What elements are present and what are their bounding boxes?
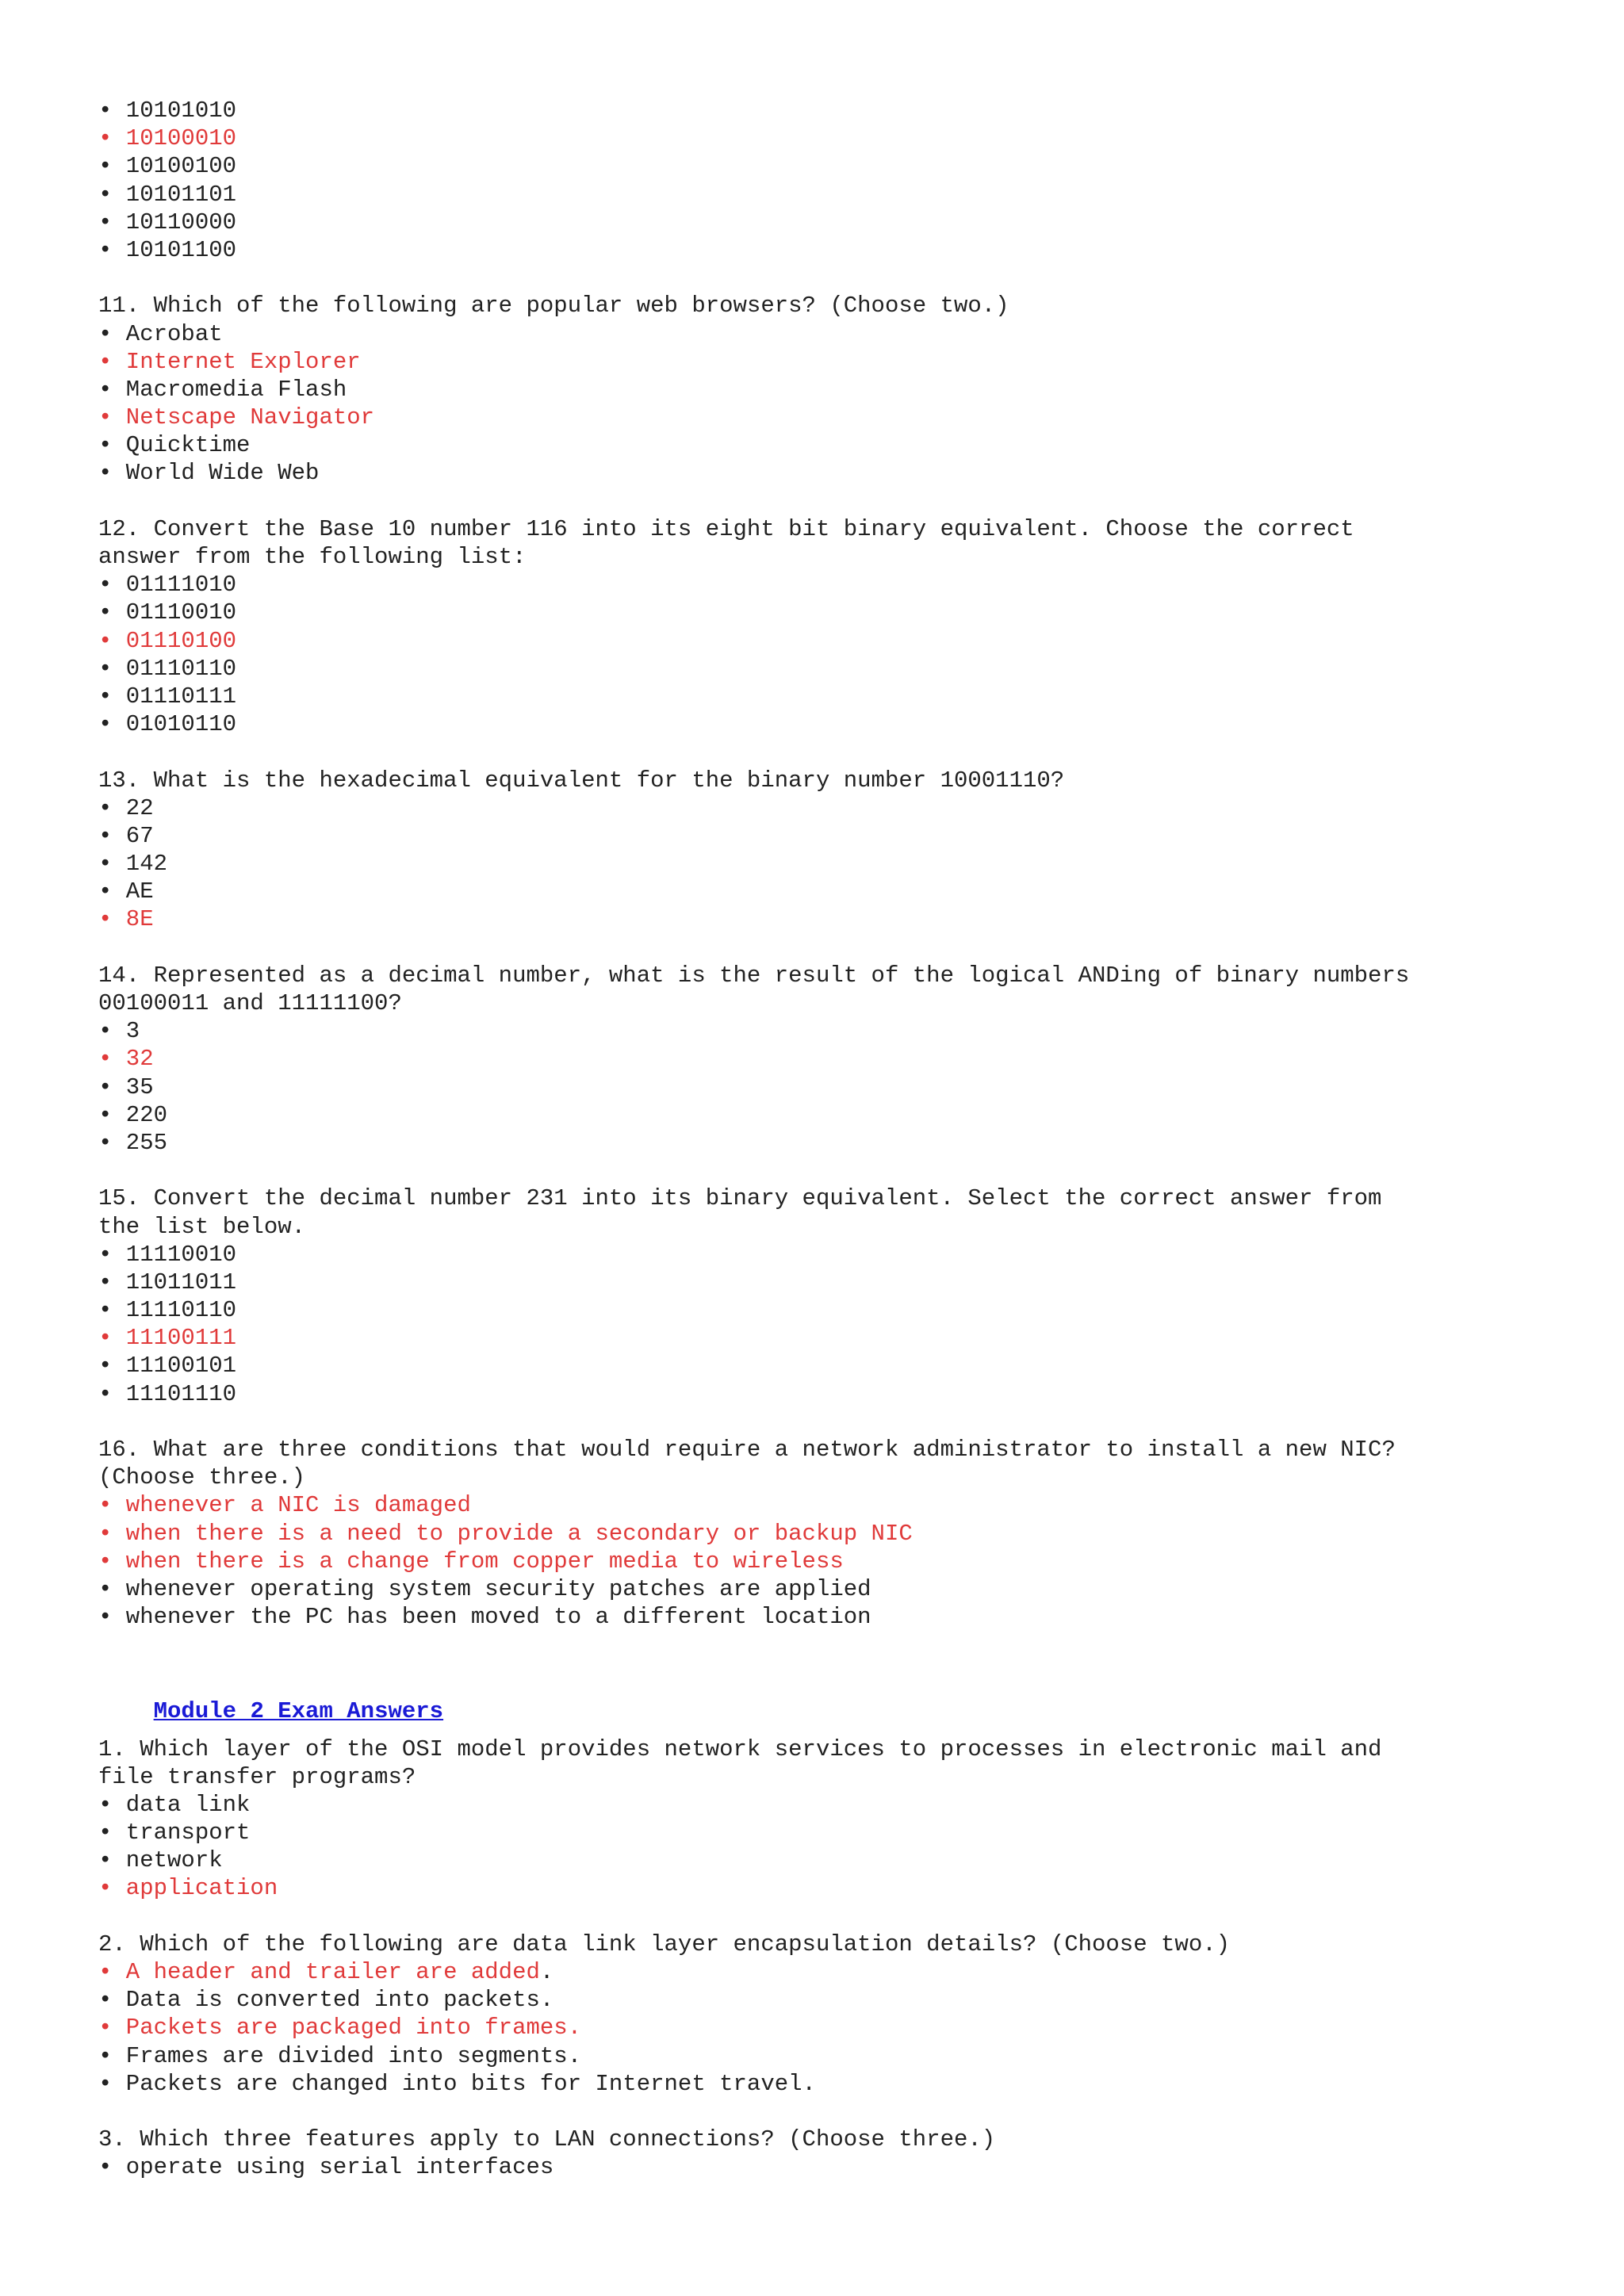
option-text: • 142: [98, 851, 168, 878]
option-text: • World Wide Web: [98, 460, 320, 487]
option-text: • 01110010: [98, 599, 237, 626]
option: [98, 1017, 1573, 1045]
option-text: • Macromedia Flash: [98, 376, 347, 403]
option: [98, 124, 1573, 152]
option: [98, 655, 1573, 683]
option: [98, 1548, 1573, 1575]
question-title: 16. What are three conditions that would require a network administrator to install a new NIC?: [98, 1437, 1396, 1463]
option: [98, 376, 1573, 404]
option-text: • 67: [98, 822, 154, 849]
question-title: 11. Which of the following are popular web browsers? (Choose two.): [98, 293, 1009, 320]
option: [98, 1129, 1573, 1157]
option-text: • Packets are changed into bits for Internet travel.: [98, 2070, 816, 2097]
module2-question-3: [98, 2126, 1573, 2181]
question-title-cont: answer from the following list:: [98, 544, 527, 570]
question-11: [98, 292, 1573, 487]
option: [98, 2014, 1573, 2042]
question-14: [98, 962, 1573, 1157]
option-text: • 01111010: [98, 572, 237, 599]
question-12: [98, 515, 1573, 739]
option-text: • Packets are packaged into frames.: [98, 2015, 582, 2042]
option-text: • Quicktime: [98, 432, 251, 459]
option: [98, 1380, 1573, 1408]
option-text: • 01110111: [98, 683, 237, 710]
option-text: • Frames are divided into segments.: [98, 2042, 582, 2069]
option: [98, 1269, 1573, 1296]
option: [98, 878, 1573, 905]
option: [98, 822, 1573, 850]
option: [98, 1491, 1573, 1519]
option-text: • 11110010: [98, 1241, 237, 1268]
question-13: [98, 767, 1573, 934]
option: [98, 571, 1573, 599]
option-text: • 10101100: [98, 236, 237, 263]
question-title: 2. Which of the following are data link layer encapsulation details? (Choose two.): [98, 1931, 1231, 1957]
option-text: • 255: [98, 1129, 168, 1156]
option: [98, 1045, 1573, 1073]
option: [98, 404, 1573, 431]
option-text: • whenever a NIC is damaged: [98, 1492, 471, 1519]
question-title-cont: file transfer programs?: [98, 1763, 416, 1790]
option: [98, 683, 1573, 710]
option-text: • 11100101: [98, 1353, 237, 1380]
module-2-exam-answers-link[interactable]: Module 2 Exam Answers: [153, 1697, 444, 1724]
question-title-cont: the list below.: [98, 1213, 306, 1240]
question-title: 1. Which layer of the OSI model provides network services to processes in electronic mail and: [98, 1735, 1382, 1762]
option: [98, 1520, 1573, 1548]
document-page: [98, 97, 1573, 2182]
option-text: • 10101010: [98, 98, 237, 124]
option: [98, 794, 1573, 822]
option: [98, 320, 1573, 348]
question-title: 12. Convert the Base 10 number 116 into its eight bit binary equivalent. Choose the correct: [98, 515, 1354, 542]
option-text: • 01010110: [98, 711, 237, 738]
option-text: • 10100100: [98, 153, 237, 180]
option-text: • operate using serial interfaces: [98, 2154, 554, 2181]
option: [98, 209, 1573, 236]
option-text: • AE: [98, 878, 154, 905]
option-text: • 01110110: [98, 655, 237, 682]
question-title-cont: (Choose three.): [98, 1464, 306, 1491]
question-15: [98, 1184, 1573, 1408]
option: [98, 599, 1573, 626]
option-text: • 35: [98, 1073, 154, 1100]
option: [98, 1296, 1573, 1324]
option: [98, 1575, 1573, 1603]
option-text: • 22: [98, 794, 154, 821]
option: [98, 710, 1573, 738]
option: [98, 627, 1573, 655]
option-text: • 11101110: [98, 1380, 237, 1407]
option: [98, 850, 1573, 878]
option-text: • 11100111: [98, 1325, 237, 1352]
option: [98, 1958, 1573, 1986]
option: [98, 1819, 1573, 1846]
option-text: • whenever operating system security patches are applied: [98, 1575, 871, 1602]
question-16: [98, 1436, 1573, 1631]
intro-options: [98, 97, 1573, 264]
option: [98, 905, 1573, 933]
option: [98, 1603, 1573, 1631]
option: [98, 2042, 1573, 2070]
option: [98, 459, 1573, 487]
option-text: • when there is a need to provide a secondary or backup NIC: [98, 1520, 913, 1547]
option: [98, 181, 1573, 209]
option-text: • 01110100: [98, 627, 237, 654]
question-title: 13. What is the hexadecimal equivalent for the binary number 10001110?: [98, 767, 1065, 794]
option-text: • Data is converted into packets.: [98, 1987, 554, 2014]
option: [98, 1073, 1573, 1101]
option: [98, 1846, 1573, 1874]
option: [98, 2070, 1573, 2098]
module-2-heading: [98, 1669, 1573, 1724]
option-text: • Acrobat: [98, 320, 223, 347]
option-text: • 11011011: [98, 1269, 237, 1295]
option-text: • data link: [98, 1791, 251, 1818]
option: [98, 152, 1573, 180]
option-text: • Internet Explorer: [98, 348, 361, 375]
option: [98, 1986, 1573, 2014]
option-text: • 10110000: [98, 209, 237, 235]
option: [98, 1791, 1573, 1819]
question-title-cont: 00100011 and 11111100?: [98, 990, 402, 1016]
option: [98, 1352, 1573, 1380]
option: [98, 2153, 1573, 2181]
option-text: • 10101101: [98, 181, 237, 208]
option: [98, 1241, 1573, 1269]
option-text: • transport: [98, 1820, 251, 1846]
option-text: • 8E: [98, 906, 154, 933]
option: [98, 348, 1573, 376]
option-text: • network: [98, 1847, 223, 1874]
option: [98, 1324, 1573, 1352]
option: [98, 97, 1573, 124]
option-text: • Netscape Navigator: [98, 404, 375, 431]
option-text: • 3: [98, 1018, 140, 1045]
question-title: 14. Represented as a decimal number, what is the result of the logical ANDing of binary numbers: [98, 962, 1410, 989]
question-title: 15. Convert the decimal number 231 into its binary equivalent. Select the correct answer from: [98, 1185, 1382, 1212]
option-text: • 220: [98, 1101, 168, 1128]
option-text: • 10100010: [98, 125, 237, 152]
option-text: • A header and trailer are added: [98, 1959, 540, 1985]
module2-question-2: [98, 1931, 1573, 2098]
option-text: • whenever the PC has been moved to a different location: [98, 1604, 871, 1631]
option: [98, 1874, 1573, 1902]
option: [98, 1101, 1573, 1129]
module2-question-1: [98, 1735, 1573, 1903]
option-text: • 32: [98, 1046, 154, 1073]
option: [98, 431, 1573, 459]
option: [98, 236, 1573, 264]
question-title: 3. Which three features apply to LAN connections? (Choose three.): [98, 2126, 996, 2153]
option-text: • 11110110: [98, 1297, 237, 1324]
option-text: • when there is a change from copper media to wireless: [98, 1548, 844, 1575]
option-text: • application: [98, 1875, 278, 1902]
option-suffix: .: [539, 1959, 554, 1985]
